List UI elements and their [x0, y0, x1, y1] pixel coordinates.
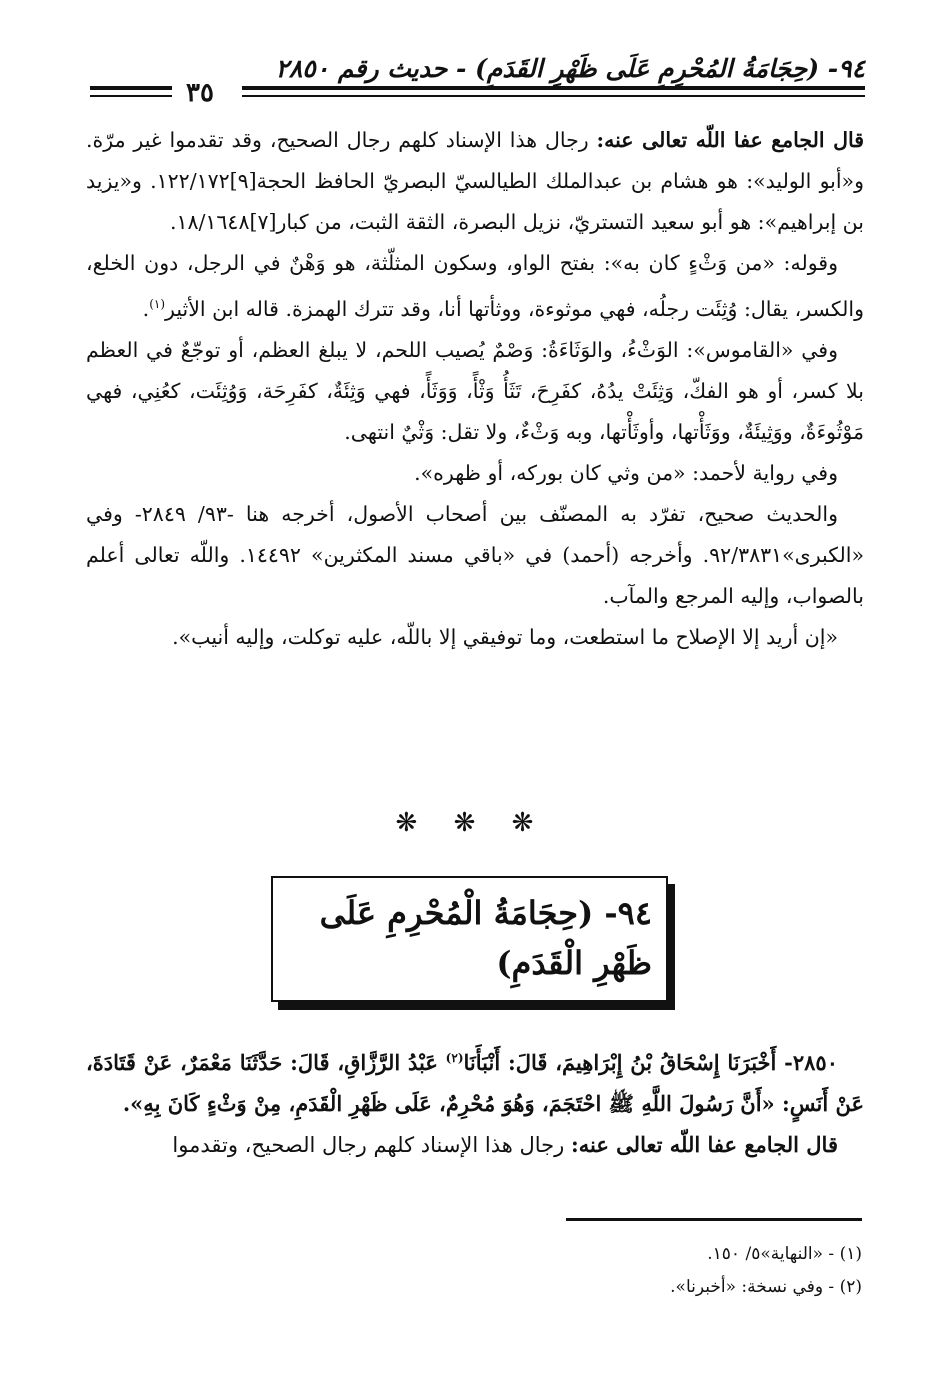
paragraph-wath-meaning: [86, 243, 864, 330]
header-rule-thin: [242, 95, 865, 97]
footnote-ref[interactable]: (٢): [445, 1051, 464, 1065]
paragraph-qamus: [86, 330, 864, 453]
commentary-text: [86, 120, 864, 658]
hadith-section: [86, 1038, 864, 1166]
paragraph-text: رجال هذا الإسناد كلهم رجال الصحيح، وتقدموا: [172, 1133, 571, 1157]
paragraph-text: والحديث صحيح، تفرّد به المصنّف بين أصحاب الأصول، أخرجه هنا -٩٣/ ٢٨٤٩- وفي «الكبرى»٩٢/٣٨٣١. وأخرجه (أحمد) في «باقي مسند المكثرين» ١٤٤٩٢. واللّه تعالى أعلم بالصواب، وإليه المرجع والمآب.: [86, 501, 865, 608]
chapter-title: ٩٤- (حِجَامَةُ الْمُحْرِمِ عَلَى ظَهْرِ الْقَدَمِ): [319, 894, 652, 982]
hadith-opening: ٢٨٥٠- أَخْبَرَنَا إِسْحَاقُ بْنُ إِبْرَاهِيمَ، قَالَ: أَنْبَأَنَا: [463, 1050, 838, 1075]
header-rule-thick: [242, 86, 865, 90]
paragraph-text: وفي «القاموس»: الوَثْءُ، والوَثَاءَةُ: وَصْمٌ يُصيب اللحم، لا يبلغ العظم، أو توجّعٌ في العظم بلا كسر، أو هو الفكّ، وَثِئَتْ يدُهُ، كفَرِحَ، تَثَأُ وَثْأً، وَوَثَأً، فهي وَثِئَةٌ، كفَرِحَة، وَوُثِئَت، كعُنِي، فهي مَوْثُوءَةٌ، ووَثِيئَةٌ، ووَثَأْتها، وأوثَأْتها، وبه وَثْءٌ، ولا تقل: وَثْيٌ انتهى.: [86, 337, 864, 444]
header-rule-left-thin: [90, 95, 172, 97]
hadith-rest: عَبْدُ الرَّزَّاقِ، قَالَ: حَدَّثَنَا مَعْمَرٌ، عَنْ قَتَادَةَ، عَنْ أَنَسٍ: «أَنَّ رَسُولَ اللَّهِ ﷺ احْتَجَمَ، وَهُوَ مُحْرِمٌ، عَلَى ظَهْرِ الْقَدَمِ، مِنْ وَثْءٍ كَانَ بِهِ».: [86, 1050, 864, 1116]
paragraph-text: رجال هذا الإسناد كلهم رجال الصحيح، وقد تقدموا غير مرّة. و«أبو الوليد»: هو هشام بن عبدالملك الطيالسيّ البصريّ الحافظ الحجة[٩]١٢٢/١٧٢. و«يزيد بن إبراهيم»: هو أبو سعيد التستريّ، نزيل البصرة، الثقة الثبت، من كبار[٧]١٨/١٦٤٨.: [86, 128, 865, 234]
hadith-text: [86, 1038, 864, 1124]
paragraph-isnad-commentary: [86, 120, 864, 243]
footnote-1: (١) - «النهاية»٥/ ١٥٠.: [707, 1244, 862, 1264]
running-head-title: ٩٤- (حِجَامَةُ المُحْرِمِ عَلَى ظَهْرِ القَدَمِ) - حديث رقم ٢٨٥٠: [275, 54, 865, 83]
header-rule-left-thick: [90, 86, 172, 90]
paragraph-closing-commentary: [86, 1124, 864, 1166]
footnotes: [500, 1238, 862, 1304]
author-lead: قال الجامع عفا اللّه تعالى عنه:: [596, 128, 865, 152]
footnote-2: (٢) - وفي نسخة: «أخبرنا».: [670, 1277, 862, 1297]
paragraph-text: «إن أريد إلا الإصلاح ما استطعت، وما توفيقي إلا باللّه، عليه توكلت، وإليه أنيب».: [172, 624, 838, 649]
footnote-rule: [566, 1218, 862, 1221]
paragraph-text: وفي رواية لأحمد: «من وثي كان بوركه، أو ظهره».: [414, 460, 838, 485]
footnote-ref[interactable]: (١): [149, 297, 166, 311]
author-lead: قال الجامع عفا اللّه تعالى عنه:: [570, 1132, 838, 1157]
paragraph-takhrij: [86, 494, 864, 617]
paragraph-ahmad-narration: [86, 453, 864, 494]
paragraph-text: وقوله: «من وَثْءٍ كان به»: بفتح الواو، وسكون المثلّثة، هو وَهْنٌ في الرجل، دون الخلع، والكسر، يقال: وُثِئَت رجلُه، فهي موثوءة، ووثأتها أنا، وقد تترك الهمزة. قاله ابن الأثير: [86, 251, 864, 321]
chapter-heading-box: [271, 876, 668, 1002]
running-head: [90, 54, 865, 108]
paragraph-closing-quote: [86, 617, 864, 658]
paragraph-tail: .: [142, 296, 150, 321]
page-number: ٣٥: [186, 78, 214, 108]
section-separator: ❋ ❋ ❋: [395, 808, 548, 838]
